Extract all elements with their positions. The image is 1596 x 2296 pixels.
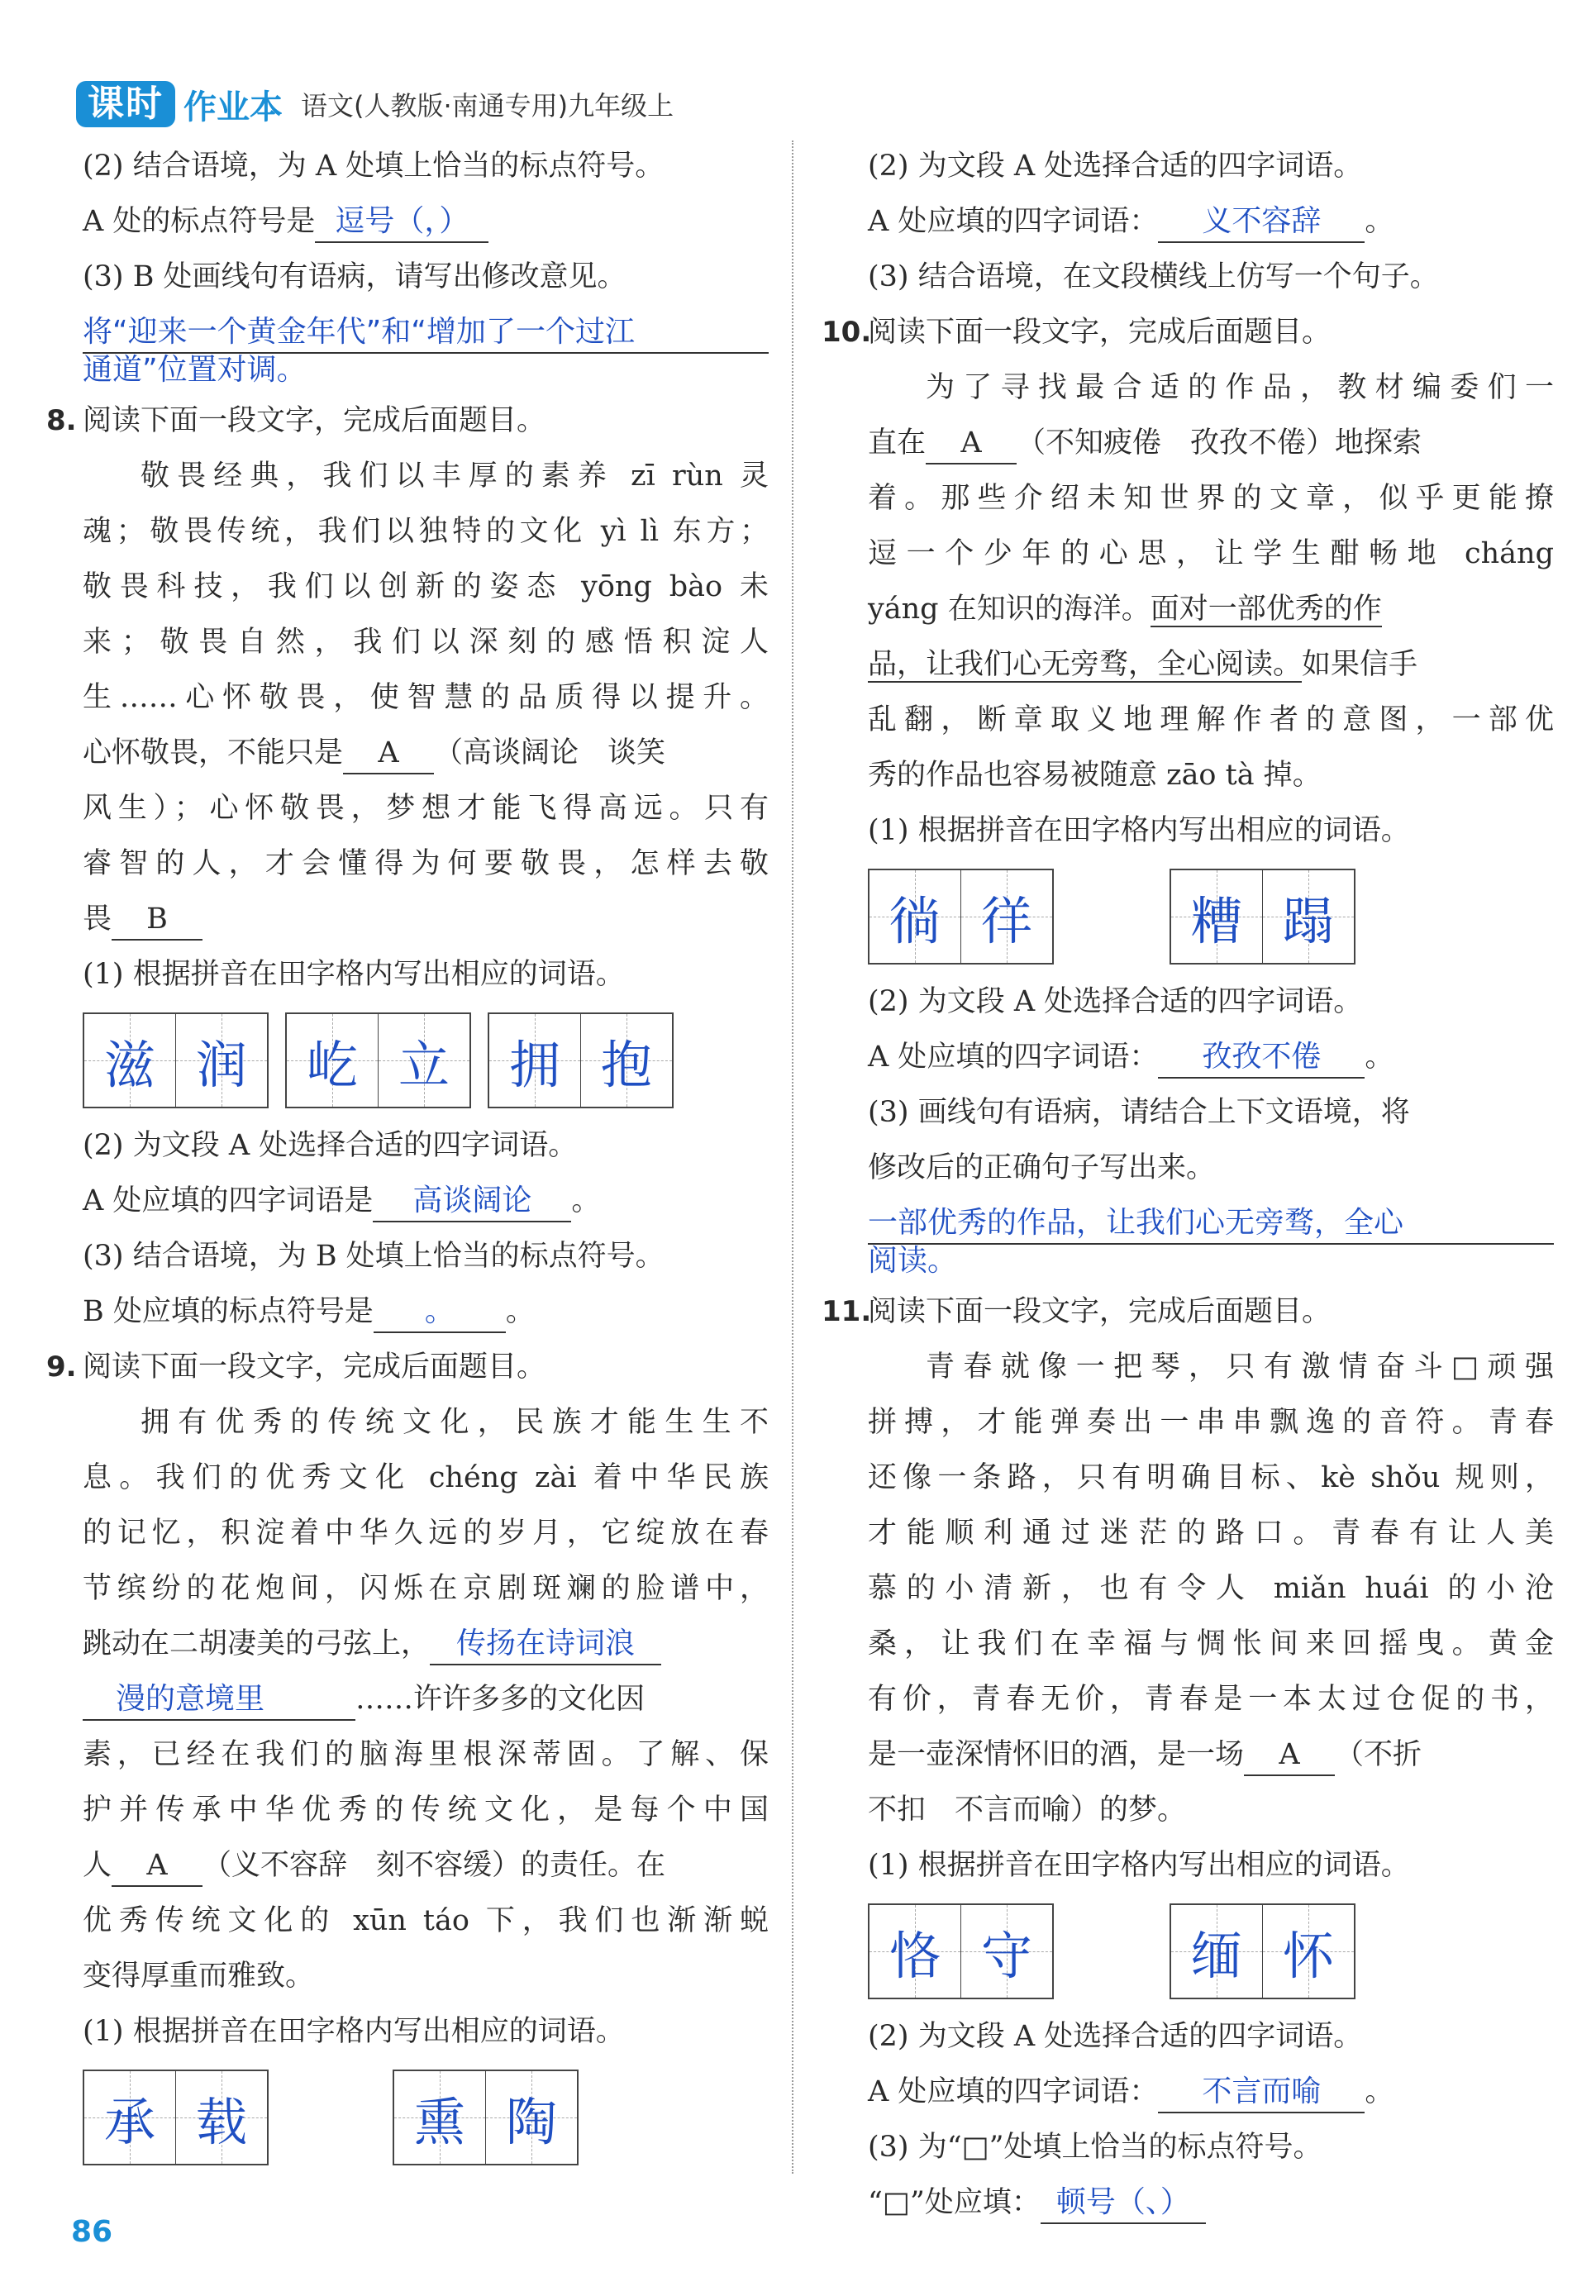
- question-heading: [46, 1340, 769, 1395]
- tianzige-word[interactable]: [868, 869, 1054, 965]
- question-heading: [822, 305, 1554, 360]
- answer-line: [83, 194, 769, 250]
- tianzige-cell: 屹: [287, 1014, 378, 1107]
- tianzige-cell: 恪: [869, 1905, 960, 1998]
- passage-line: 不扣 不言而喻）的梦。: [868, 1793, 1187, 1827]
- passage-line: 风生）；心怀敬畏，梦想才能飞得高远。只有: [83, 792, 769, 825]
- tianzige-cell: 怀: [1262, 1905, 1354, 1998]
- question-text: (3) 为“□”处填上恰当的标点符号。: [868, 2131, 1322, 2164]
- passage-line: 来；敬畏自然，我们以深刻的感悟积淀人: [83, 626, 769, 659]
- tianzige-cell: 徜: [869, 870, 960, 963]
- answer-line: [83, 353, 769, 393]
- passage-text: 心怀敬畏，不能只是: [83, 736, 344, 769]
- tianzige-word[interactable]: [393, 2070, 579, 2165]
- imitation-field[interactable]: 传扬在诗词浪: [430, 1624, 661, 1665]
- passage-line: 还像一条路，只有明确目标、kè shǒu 规则，: [868, 1461, 1554, 1494]
- tianzige-cell: 糟: [1171, 870, 1262, 963]
- brand-logo: 课时: [76, 81, 175, 127]
- tianzige-cell: 拥: [489, 1014, 580, 1107]
- answer-field[interactable]: 通道”位置对调。: [83, 353, 307, 387]
- passage-line: 青春就像一把琴，只有激情奋斗□顽强: [926, 1350, 1554, 1384]
- answer-line: A 处应填的四字词语： 义不容辞 。: [868, 194, 1554, 250]
- question-intro: 阅读下面一段文字，完成后面题目。: [83, 1350, 546, 1384]
- answer-prefix: “□”处应填：: [868, 2186, 1041, 2219]
- question-text: (1) 根据拼音在田字格内写出相应的词语。: [868, 1849, 1410, 1882]
- passage-text: 人: [83, 1849, 112, 1882]
- question-intro: 阅读下面一段文字，完成后面题目。: [83, 404, 546, 437]
- answer-field[interactable]: 逗号（，）: [315, 202, 488, 243]
- right-column: [822, 139, 1554, 2231]
- passage-line: 变得厚重而雅致。: [83, 1960, 315, 1993]
- underlined-sentence: 品，让我们心无旁骛，全心阅读。: [868, 648, 1303, 681]
- answer-line: A 处应填的四字词语： 不言而喻 。: [868, 2065, 1554, 2120]
- blank-b: B: [112, 899, 202, 941]
- imitation-field[interactable]: 漫的意境里: [83, 1679, 355, 1721]
- tianzige-word[interactable]: [1170, 869, 1355, 965]
- passage-line: [83, 1617, 769, 1672]
- question-text: (1) 根据拼音在田字格内写出相应的词语。: [83, 958, 625, 991]
- blank-a: A: [112, 1846, 202, 1887]
- question-text: (2) 为文段 A 处选择合适的四字词语。: [868, 150, 1363, 183]
- tianzige-cell: 守: [960, 1905, 1052, 1998]
- answer-prefix: A 处应填的四字词语：: [868, 2075, 1159, 2108]
- passage-line: [83, 892, 769, 947]
- question-heading: [822, 1284, 1554, 1340]
- answer-prefix: A 处应填的四字词语是: [83, 1184, 374, 1217]
- answer-field[interactable]: 阅读。: [868, 1244, 958, 1278]
- tianzige-cell: 徉: [960, 870, 1052, 963]
- question-text: 修改后的正确句子写出来。: [868, 1151, 1216, 1184]
- tianzige-group: [83, 1012, 769, 1108]
- tianzige-cell: 蹋: [1262, 870, 1354, 963]
- passage-line: 着。那些介绍未知世界的文章，似乎更能撩: [868, 482, 1554, 515]
- answer-field[interactable]: 高谈阔论: [373, 1181, 571, 1222]
- passage-text: yáng 在知识的海洋。: [868, 593, 1151, 626]
- underlined-sentence: 面对一部优秀的作: [1150, 593, 1382, 626]
- answer-line: A 处应填的四字词语是 高谈阔论 。: [83, 1174, 769, 1229]
- passage-line: [83, 1672, 769, 1727]
- passage-line: 慕的小清新，也有令人 miǎn huái 的小沧: [868, 1572, 1554, 1605]
- answer-line: [83, 305, 769, 360]
- answer-field[interactable]: 义不容辞: [1158, 202, 1365, 243]
- passage-line: 为了寻找最合适的作品，教材编委们一: [926, 371, 1554, 404]
- passage-line: 敬畏经典，我们以丰厚的素养 zī rùn 灵: [141, 460, 769, 493]
- blank-a: A: [926, 423, 1017, 464]
- tianzige-cell: 载: [175, 2071, 267, 2164]
- question-text: (2) 为文段 A 处选择合适的四字词语。: [868, 985, 1363, 1018]
- question-text: (3) 结合语境，为 B 处填上恰当的标点符号。: [83, 1240, 665, 1273]
- passage-line: [83, 726, 769, 781]
- tianzige-cell: 滋: [84, 1014, 175, 1107]
- question-number: 10.: [822, 316, 872, 349]
- tianzige-cell: 立: [378, 1014, 469, 1107]
- passage-line: 睿智的人，才会懂得为何要敬畏，怎样去敬: [83, 847, 769, 880]
- column-divider: [792, 141, 793, 2174]
- passage-text: （义不容辞 刻不容缓）的责任。在: [202, 1849, 666, 1882]
- question-number: 9.: [46, 1350, 77, 1384]
- tianzige-word[interactable]: [83, 2070, 269, 2165]
- passage-text: ……许许多多的文化因: [355, 1683, 646, 1716]
- passage-line: 敬畏科技，我们以创新的姿态 yōng bào 未: [83, 570, 769, 603]
- question-text: (3) 结合语境，在文段横线上仿写一个句子。: [868, 260, 1439, 293]
- passage-line: [868, 637, 1554, 693]
- passage-line: 的记忆，积淀着中华久远的岁月，它绽放在春: [83, 1517, 769, 1550]
- question-text: (2) 结合语境，为 A 处填上恰当的标点符号。: [83, 150, 665, 183]
- answer-prefix: A 处应填的四字词语：: [868, 1041, 1159, 1074]
- answer-field[interactable]: 一部优秀的作品，让我们心无旁骛，全心: [868, 1203, 1554, 1245]
- tianzige-cell: 承: [84, 2071, 175, 2164]
- tianzige-word[interactable]: [868, 1903, 1054, 1999]
- subject-label: 语文(人教版·南通专用)九年级上: [301, 90, 674, 121]
- tianzige-cell: 陶: [485, 2071, 577, 2164]
- passage-text: （不知疲倦 孜孜不倦）地探索: [1017, 426, 1422, 460]
- answer-prefix: A 处应填的四字词语：: [868, 205, 1159, 238]
- passage-text: 畏: [83, 903, 112, 936]
- tianzige-cell: 抱: [580, 1014, 672, 1107]
- passage-line: 优秀传统文化的 xūn táo 下，我们也渐渐蜕: [83, 1904, 769, 1937]
- tianzige-word[interactable]: [488, 1012, 674, 1108]
- book-title: 作业本: [183, 88, 283, 126]
- page-number: 86: [71, 2215, 113, 2249]
- question-text: (1) 根据拼音在田字格内写出相应的词语。: [83, 2015, 625, 2048]
- answer-line: [868, 2175, 1554, 2231]
- passage-line: [868, 582, 1554, 637]
- tianzige-group: [868, 1903, 1554, 1999]
- passage-line: 拥有优秀的传统文化，民族才能生生不: [141, 1406, 769, 1439]
- passage-text: 如果信手: [1302, 648, 1418, 681]
- passage-line: 生……心怀敬畏，使智慧的品质得以提升。: [83, 681, 769, 714]
- passage-line: 有价，青春无价，青春是一本太过仓促的书，: [868, 1683, 1554, 1716]
- question-intro: 阅读下面一段文字，完成后面题目。: [868, 1295, 1332, 1328]
- passage-text: 是一壶深情怀旧的酒，是一场: [868, 1738, 1245, 1771]
- question-text: (2) 为文段 A 处选择合适的四字词语。: [83, 1129, 578, 1162]
- tianzige-word[interactable]: [83, 1012, 269, 1108]
- tianzige-cell: 缅: [1171, 1905, 1262, 1998]
- tianzige-cell: 润: [175, 1014, 267, 1107]
- passage-line: 息。我们的优秀文化 chéng zài 着中华民族: [83, 1461, 769, 1494]
- answer-field[interactable]: 顿号（、）: [1041, 2183, 1206, 2224]
- question-number: 11.: [822, 1295, 872, 1328]
- tianzige-group: [868, 869, 1554, 965]
- answer-field[interactable]: 。: [374, 1292, 506, 1333]
- passage-line: 逗一个少年的心思，让学生酣畅地 cháng: [868, 537, 1554, 570]
- passage-line: 桑，让我们在幸福与惆怅间来回摇曳。黄金: [868, 1627, 1554, 1660]
- answer-line: A 处应填的四字词语： 孜孜不倦 。: [868, 1030, 1554, 1085]
- passage-line: 乱翻，断章取义地理解作者的意图，一部优: [868, 703, 1554, 736]
- answer-line: B 处应填的标点符号是 。 。: [83, 1284, 769, 1340]
- tianzige-word[interactable]: [285, 1012, 471, 1108]
- blank-a: A: [343, 733, 434, 774]
- tianzige-word[interactable]: [1170, 1903, 1355, 1999]
- answer-prefix: B 处应填的标点符号是: [83, 1295, 374, 1328]
- question-number: 8.: [46, 404, 77, 437]
- question-text: (1) 根据拼音在田字格内写出相应的词语。: [868, 814, 1410, 847]
- left-column: [46, 139, 769, 2175]
- passage-text: （高谈阔论 谈笑: [434, 736, 666, 769]
- passage-line: [868, 416, 1554, 471]
- blank-a: A: [1244, 1735, 1335, 1776]
- tianzige-cell: 熏: [394, 2071, 485, 2164]
- passage-text: 直在: [868, 426, 927, 460]
- answer-line: [868, 1244, 1554, 1284]
- answer-field[interactable]: 将“迎来一个黄金年代”和“增加了一个过江: [83, 312, 769, 354]
- question-text: (2) 为文段 A 处选择合适的四字词语。: [868, 2020, 1363, 2053]
- question-intro: 阅读下面一段文字，完成后面题目。: [868, 316, 1332, 349]
- answer-line: [868, 1196, 1554, 1251]
- passage-line: 节缤纷的花炮间，闪烁在京剧斑斓的脸谱中，: [83, 1572, 769, 1605]
- passage-line: [83, 1838, 769, 1893]
- passage-line: 秀的作品也容易被随意 zāo tà 掉。: [868, 759, 1322, 792]
- answer-field[interactable]: 孜孜不倦: [1158, 1037, 1365, 1079]
- question-heading: [46, 393, 769, 449]
- answer-field[interactable]: 不言而喻: [1158, 2072, 1365, 2113]
- passage-text: 跳动在二胡凄美的弓弦上，: [83, 1627, 431, 1660]
- page-header: [76, 79, 674, 129]
- question-text: (3) B 处画线句有语病，请写出修改意见。: [83, 260, 626, 293]
- passage-line: 才能顺利通过迷茫的路口。青春有让人美: [868, 1517, 1554, 1550]
- passage-line: [868, 1727, 1554, 1783]
- passage-line: 魂；敬畏传统，我们以独特的文化 yì lì 东方；: [83, 515, 769, 548]
- question-text: (3) 画线句有语病，请结合上下文语境，将: [868, 1096, 1410, 1129]
- passage-line: 护并传承中华优秀的传统文化，是每个中国: [83, 1793, 769, 1827]
- tianzige-group: [83, 2070, 769, 2165]
- passage-line: 素，已经在我们的脑海里根深蒂固。了解、保: [83, 1738, 769, 1771]
- passage-line: 拼搏，才能弹奏出一串串飘逸的音符。青春: [868, 1406, 1554, 1439]
- passage-text: （不折: [1335, 1738, 1422, 1771]
- answer-prefix: A 处的标点符号是: [83, 205, 316, 238]
